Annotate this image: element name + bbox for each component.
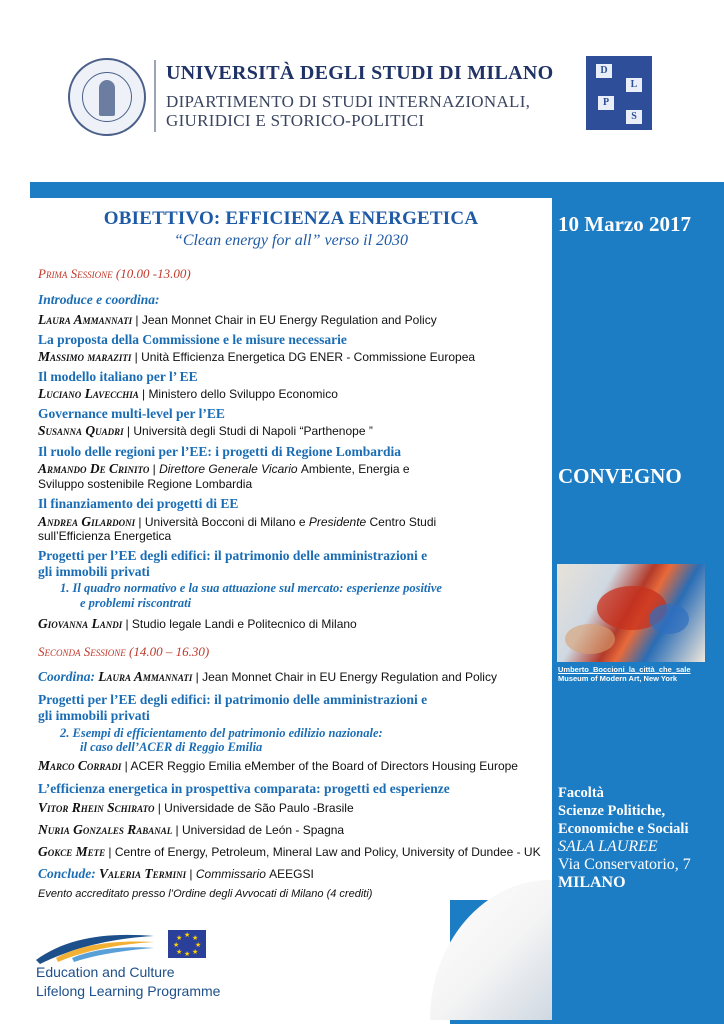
speaker-row: Andrea Gilardoni | Università Bocconi di Milano e Presidente Centro Studi [38, 514, 437, 529]
session-1-heading: Prima Sessione (10.00 -13.00) [38, 266, 191, 281]
speaker-name: Nuria Gonzales Rabanal [38, 822, 173, 837]
venue-line: Scienze Politiche, [558, 803, 666, 819]
accreditation-note: Evento accreditato presso l’Ordine degli Avvocati di Milano (4 crediti) [38, 888, 373, 900]
topic-title: L’efficienza energetica in prospettiva comparata: progetti ed esperienze [38, 781, 450, 796]
topic-title: Governance multi-level per l’EE [38, 406, 225, 421]
speaker-affiliation-cont: Sviluppo sostenibile Regione Lombardia [38, 477, 253, 491]
speaker-row: Nuria Gonzales Rabanal | Universidad de León - Spagna [38, 822, 345, 837]
topic-title-cont: gli immobili privati [38, 564, 150, 579]
sub-topic: 2. Esempi di efficientamento del patrimonio edilizio nazionale: [60, 726, 383, 740]
painting-caption-title: Umberto_Boccioni_la_città_che_sale [558, 665, 691, 674]
department-line-1: DIPARTIMENTO DI STUDI INTERNAZIONALI, [166, 92, 531, 111]
speaker-row: Marco Corradi | ACER Reggio Emilia eMember of the Board of Directors Housing Europe [38, 758, 518, 773]
header [0, 0, 724, 182]
event-date: 10 Marzo 2017 [558, 212, 691, 236]
speaker-row: Vitor Rhein Schirato | Universidade de São Paulo -Brasile [38, 800, 354, 815]
speaker-name: Susanna Quadri [38, 423, 124, 438]
edu-culture-label: Education and Culture [36, 964, 175, 980]
speaker-row: Laura Ammannati | Jean Monnet Chair in EU Energy Regulation and Policy [38, 312, 437, 327]
sub-topic-cont: il caso dell’ACER di Reggio Emilia [80, 740, 263, 754]
speaker-row: Luciano Lavecchia | Ministero dello Sviluppo Economico [38, 386, 338, 401]
venue-address: Via Conservatorio, 7 [558, 856, 691, 873]
header-divider [154, 60, 156, 132]
sub-topic-cont: e problemi riscontrati [80, 596, 192, 610]
speaker-affiliation: Ministero dello Sviluppo Economico [148, 387, 338, 401]
venue-room: SALA LAUREE [558, 838, 658, 855]
speaker-affiliation: AEEGSI [269, 867, 314, 881]
venue-line: Facoltà [558, 785, 604, 801]
speaker-affiliation: Centro Studi [369, 515, 437, 529]
topic-title: Il modello italiano per l’ EE [38, 369, 198, 384]
swoosh-icon [36, 928, 156, 968]
speaker-name: Massimo maraziti [38, 349, 132, 364]
dlps-letter-s: S [626, 110, 642, 124]
lifelong-learning-label: Lifelong Learning Programme [36, 983, 221, 999]
speaker-row: Susanna Quadri | Università degli Studi di Napoli “Parthenope ” [38, 423, 373, 438]
dlps-logo [586, 56, 652, 130]
conclude-label: Conclude: [38, 866, 96, 881]
event-subtitle: “Clean energy for all” verso il 2030 [173, 232, 409, 249]
speaker-name: Laura Ammannati [38, 312, 133, 327]
speaker-affiliation: Studio legale Landi e Politecnico di Milano [131, 617, 357, 631]
speaker-role: Presidente [308, 515, 367, 529]
speaker-affiliation: Universidad de León - Spagna [181, 823, 345, 837]
speaker-name: Vitor Rhein Schirato [38, 800, 155, 815]
speaker-role: Commissario [195, 867, 266, 881]
painting-caption-museum: Museum of Modern Art, New York [558, 674, 678, 683]
topic-title-cont: gli immobili privati [38, 708, 150, 723]
venue-info [558, 784, 691, 892]
venue-line: Economiche e Sociali [558, 821, 689, 837]
boccioni-painting-image [557, 564, 705, 662]
venue-city: MILANO [558, 874, 626, 891]
speaker-name: Laura Ammannati [98, 669, 193, 684]
topic-title: Progetti per l’EE degli edifici: il patrimonio delle amministrazioni e [38, 548, 428, 563]
speaker-row: Conclude: Valeria Termini | Commissario AEEGSI [38, 866, 314, 881]
speaker-name: Andrea Gilardoni [38, 514, 136, 529]
university-seal-logo [68, 58, 146, 136]
introduce-label: Introduce e coordina: [38, 292, 160, 307]
speaker-name: Valeria Termini [99, 866, 187, 881]
sub-topic: 1. Il quadro normativo e la sua attuazione sul mercato: esperienze positive [60, 581, 442, 595]
speaker-affiliation: Ambiente, Energia e [300, 462, 410, 476]
speaker-row: Gokce Mete | Centre of Energy, Petroleum, Mineral Law and Policy, University of Dundee - UK [38, 844, 541, 859]
speaker-affiliation: Jean Monnet Chair in EU Energy Regulation and Policy [202, 670, 497, 684]
speaker-affiliation: Università degli Studi di Napoli “Parthenope ” [133, 424, 373, 438]
department-line-2: GIURIDICI E STORICO-POLITICI [166, 111, 425, 130]
topic-title: Il ruolo delle regioni per l’EE: i progetti di Regione Lombardia [38, 444, 401, 459]
dlps-letter-p: P [598, 96, 614, 110]
speaker-affiliation: ACER Reggio Emilia eMember of the Board of Directors Housing Europe [130, 759, 518, 773]
topic-title: Il finanziamento dei progetti di EE [38, 496, 239, 511]
speaker-affiliation-cont: sull’Efficienza Energetica [38, 529, 172, 543]
speaker-affiliation: Unità Efficienza Energetica DG ENER - Commissione Europea [141, 350, 476, 364]
speaker-affiliation: Universidade de São Paulo -Brasile [164, 801, 354, 815]
speaker-name: Giovanna Landi [38, 616, 123, 631]
topic-title: La proposta della Commissione e le misure necessarie [38, 332, 347, 347]
dlps-letter-l: L [626, 78, 642, 92]
university-name: UNIVERSITÀ DEGLI STUDI DI MILANO [166, 62, 554, 84]
speaker-name: Gokce Mete [38, 844, 106, 859]
speaker-affiliation: Università Bocconi di Milano e [144, 515, 306, 529]
dlps-letter-d: D [596, 64, 612, 78]
speaker-affiliation: Centre of Energy, Petroleum, Mineral Law and Policy, University of Dundee - UK [114, 845, 541, 859]
speaker-affiliation: Jean Monnet Chair in EU Energy Regulation and Policy [141, 313, 437, 327]
event-type: CONVEGNO [558, 464, 682, 488]
department-name [166, 92, 530, 130]
speaker-row: Coordina: Laura Ammannati | Jean Monnet Chair in EU Energy Regulation and Policy [38, 669, 497, 684]
speaker-role: Direttore Generale Vicario [159, 462, 298, 476]
eu-flag-icon: ★ ★ ★ ★ ★ ★ ★ ★ [168, 930, 206, 958]
coordina-label: Coordina: [38, 669, 96, 684]
speaker-row: Giovanna Landi | Studio legale Landi e Politecnico di Milano [38, 616, 357, 631]
event-title: OBIETTIVO: EFFICIENZA ENERGETICA [103, 208, 479, 229]
speaker-name: Luciano Lavecchia [38, 386, 139, 401]
speaker-row: Armando De Crinito | Direttore Generale Vicario Ambiente, Energia e [38, 461, 410, 476]
topic-title: Progetti per l’EE degli edifici: il patrimonio delle amministrazioni e [38, 692, 428, 707]
speaker-name: Marco Corradi [38, 758, 122, 773]
session-2-heading: Seconda Sessione (14.00 – 16.30) [38, 644, 210, 659]
speaker-name: Armando De Crinito [38, 461, 150, 476]
speaker-row: Massimo maraziti | Unità Efficienza Energetica DG ENER - Commissione Europea [38, 349, 476, 364]
